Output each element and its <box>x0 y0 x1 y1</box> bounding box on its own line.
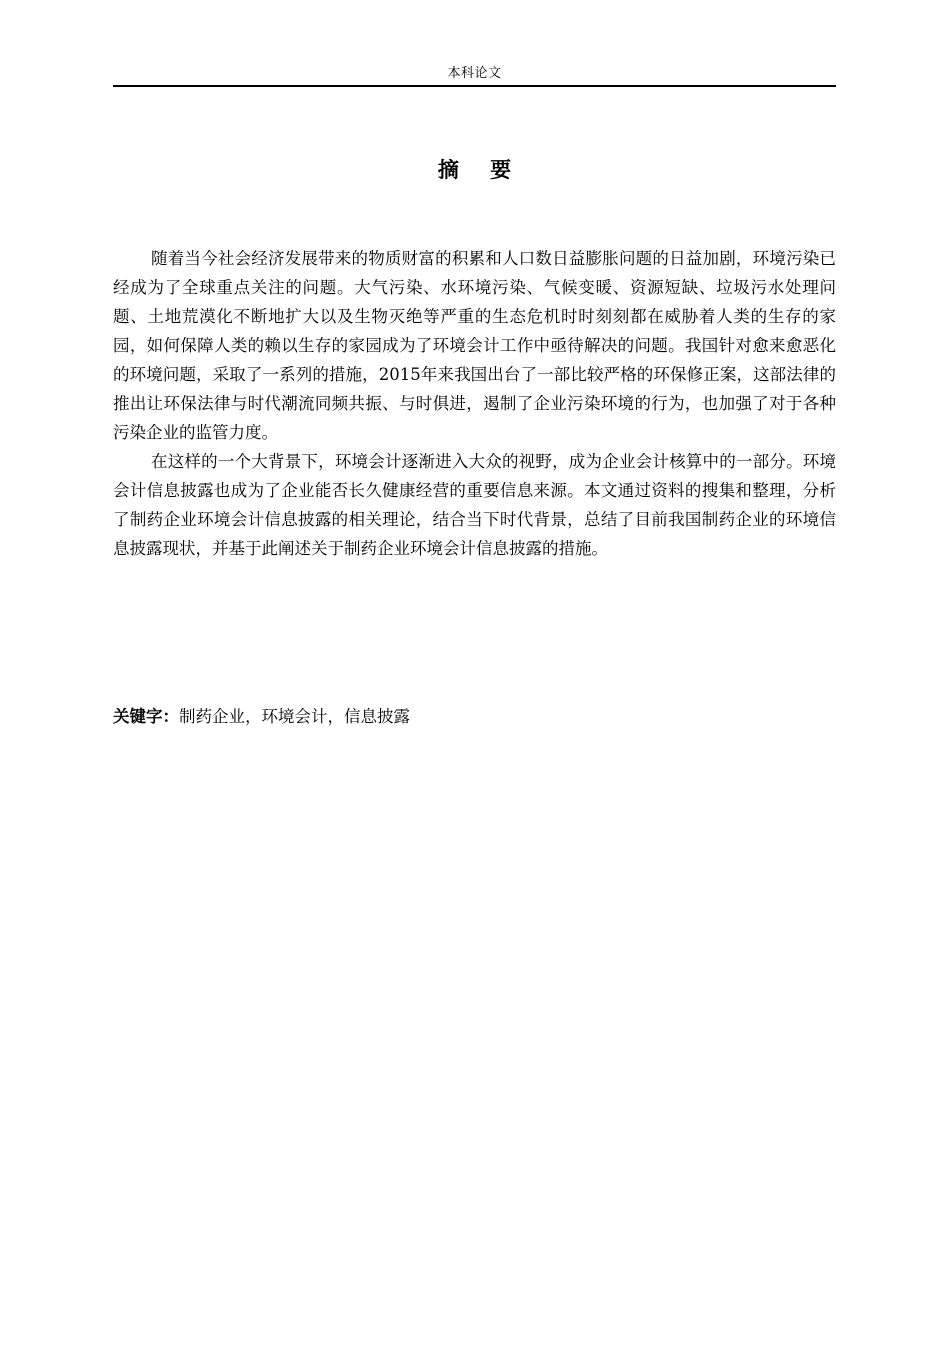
abstract-body <box>113 244 836 563</box>
keywords-line <box>113 704 836 730</box>
header-rule <box>113 85 836 87</box>
abstract-paragraph-1: 随着当今社会经济发展带来的物质财富的积累和人口数日益膨胀问题的日益加剧，环境污染已经成为了全球重点关注的问题。大气污染、水环境污染、气候变暖、资源短缺、垃圾污水处理问题、土地荒漠化不断地扩大以及生物灭绝等严重的生态危机时时刻刻都在威胁着人类的生存的家园，如何保障人类的赖以生存的家园成为了环境会计工作中亟待解决的问题。我国针对愈来愈恶化的环境问题，采取了一系列的措施，2015年来我国出台了一部比较严格的环保修正案，这部法律的推出让环保法律与时代潮流同频共振、与时俱进，遏制了企业污染环境的行为，也加强了对于各种污染企业的监管力度。 <box>113 249 836 442</box>
running-header: 本科论文 <box>447 66 502 81</box>
abstract-paragraph-2: 在这样的一个大背景下，环境会计逐渐进入大众的视野，成为企业会计核算中的一部分。环境会计信息披露也成为了企业能否长久健康经营的重要信息来源。本文通过资料的搜集和整理，分析了制药企业环境会计信息披露的相关理论，结合当下时代背景，总结了目前我国制药企业的环境信息披露现状，并基于此阐述关于制药企业环境会计信息披露的措施。 <box>113 452 836 558</box>
abstract-title: 摘 要 <box>437 158 524 182</box>
keywords-label: 关键字： <box>113 707 179 726</box>
keywords-value: 制药企业，环境会计，信息披露 <box>179 707 410 726</box>
